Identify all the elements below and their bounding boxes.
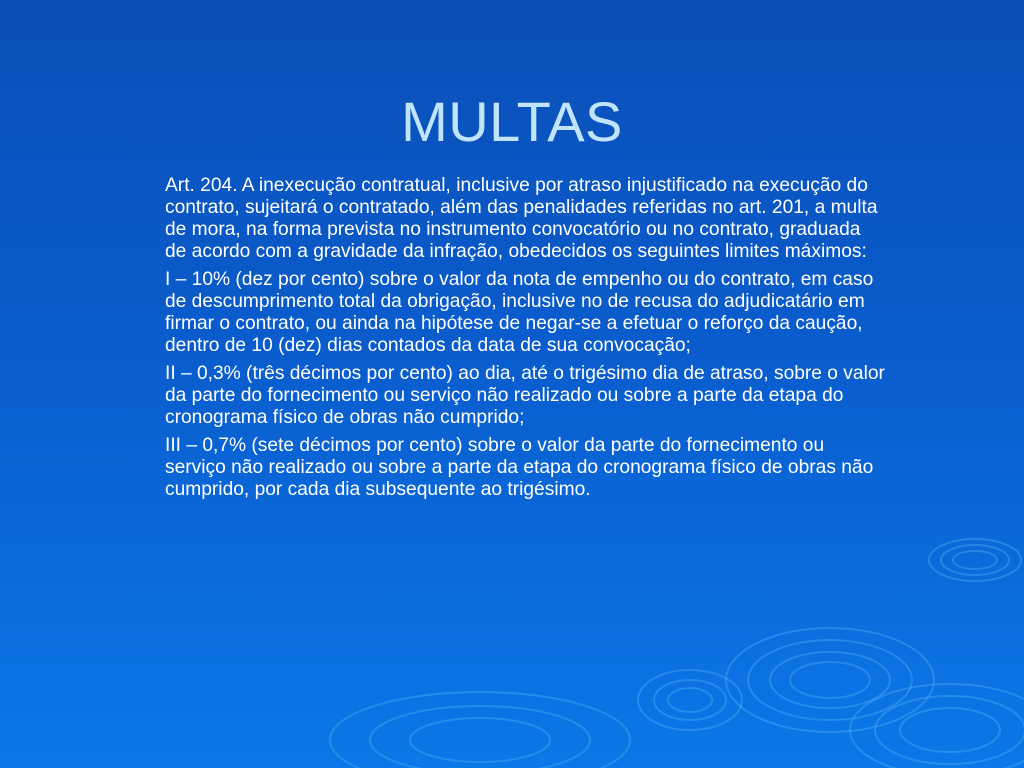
- slide-title: MULTAS: [401, 90, 623, 153]
- paragraph-item-i: I – 10% (dez por cento) sobre o valor da nota de empenho ou do contrato, em caso de descumprimento total da obrigação, inclusive no de recusa do adjudicatário em firmar o contrato, ou ainda na hipótese de negar-se a efetuar o reforço da caução, dentro de 10 (dez) dias contados da data de sua convocação;: [165, 269, 874, 356]
- paragraph-art-204: Art. 204. A inexecução contratual, inclusive por atraso injustificado na execução do contrato, sujeitará o contratado, além das penalidades referidas no art. 201, a multa de mora, na forma prevista no instrumento convocatório ou no contrato, graduada de acordo com a gravidade da infração, obedecidos os seguintes limites máximos:: [165, 175, 878, 262]
- paragraph-item-iii: III – 0,7% (sete décimos por cento) sobre o valor da parte do fornecimento ou serviço não realizado ou sobre a parte da etapa do cronograma físico de obras não cumprido, por cada dia subsequente ao trigésimo.: [165, 435, 874, 500]
- slide-body: [165, 175, 885, 507]
- paragraph-item-ii: II – 0,3% (três décimos por cento) ao dia, até o trigésimo dia de atraso, sobre o valor da parte do fornecimento ou serviço não realizado ou sobre a parte da etapa do cronograma físico de obras não cumprido;: [165, 363, 885, 428]
